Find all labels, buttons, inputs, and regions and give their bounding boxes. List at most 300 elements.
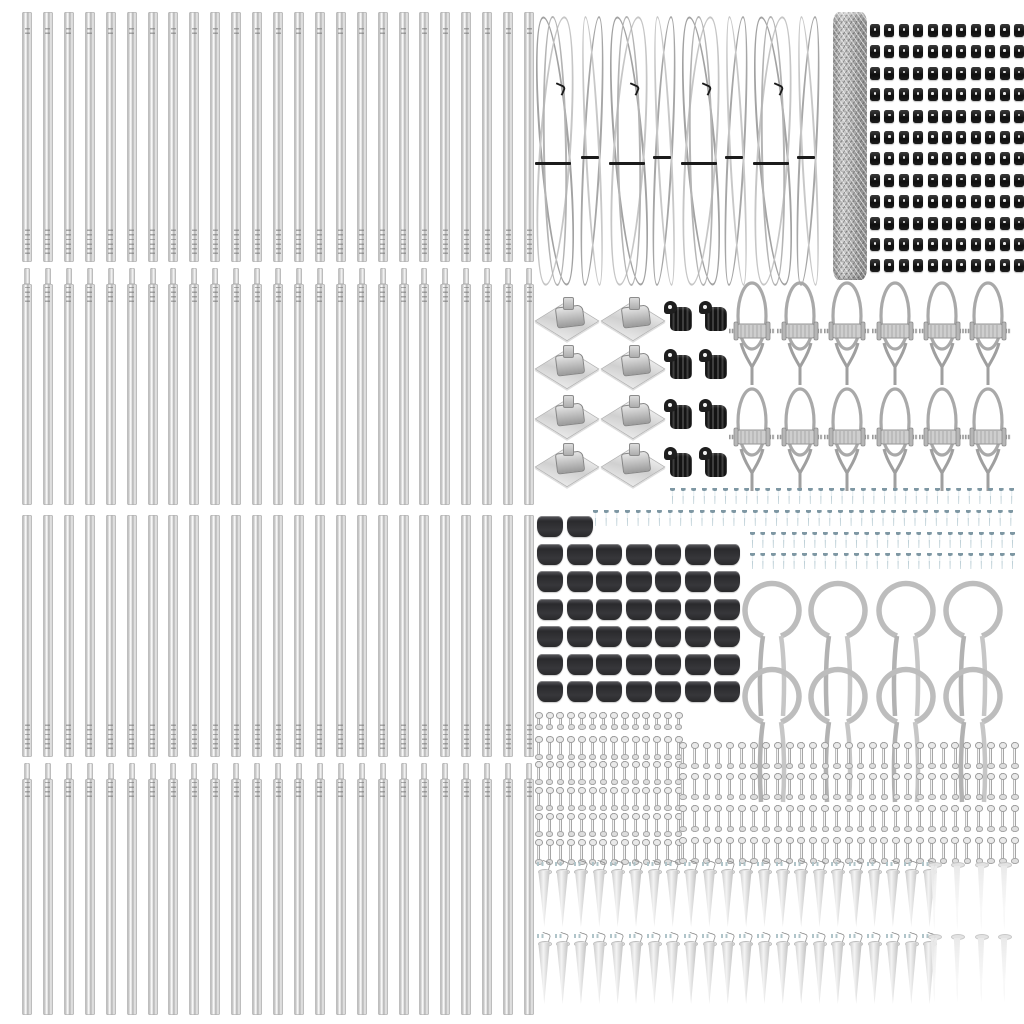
fence-clip: [956, 174, 966, 187]
ground-spike: [721, 933, 735, 1006]
nail: [892, 805, 899, 832]
post-cap: [685, 571, 711, 592]
ground-spike: [794, 861, 808, 929]
post-top-marks: [213, 287, 218, 302]
corner-connector: [664, 301, 692, 331]
post-body: [231, 12, 241, 262]
ground-spike: [794, 933, 808, 1006]
post-cap: [567, 681, 593, 702]
connector-hole: [703, 451, 707, 455]
post-tip: [421, 763, 427, 779]
post-body: [399, 779, 409, 1015]
nail: [610, 787, 617, 811]
fence-clip: [1014, 259, 1024, 272]
fence-clip: [913, 45, 923, 58]
nail: [632, 736, 639, 760]
post-body: [315, 779, 325, 1015]
post-notch-mark: [171, 25, 176, 34]
nail: [679, 805, 686, 832]
screw: [833, 532, 838, 548]
fence-post: [252, 268, 262, 505]
nail: [589, 813, 596, 837]
connector-eyelet: [664, 301, 677, 314]
nail: [589, 761, 596, 785]
fence-post: [461, 515, 471, 757]
screw: [808, 488, 813, 504]
nail: [726, 773, 733, 800]
fence-clip: [985, 238, 995, 251]
ground-spike: [867, 861, 881, 929]
post-body: [106, 779, 116, 1015]
post-notch-mark: [506, 25, 511, 34]
fence-post: [399, 268, 409, 505]
post-top-marks: [150, 782, 155, 797]
nail: [963, 773, 970, 800]
screw: [966, 510, 971, 526]
nail: [869, 742, 876, 769]
post-body: [106, 284, 116, 505]
post-cap: [567, 516, 593, 537]
fence-clip: [1000, 238, 1010, 251]
nail: [857, 805, 864, 832]
fence-post: [273, 268, 283, 505]
fence-clip: [928, 24, 938, 37]
fence-clip: [971, 24, 981, 37]
spike-cone: [776, 871, 789, 927]
post-body: [357, 515, 367, 757]
fence-clip: [884, 238, 894, 251]
post-body: [336, 284, 346, 505]
post-bottom-marks: [192, 227, 197, 254]
wire-coil: [652, 16, 672, 282]
post-bottom-marks: [25, 227, 30, 254]
fence-clip: [870, 259, 880, 272]
ground-spike: [665, 861, 679, 929]
post-top-marks: [171, 782, 176, 797]
connector-hole: [703, 353, 707, 357]
wire-tensioner: [919, 387, 965, 493]
fence-clip: [956, 110, 966, 123]
post-caps-group: [535, 514, 745, 706]
post-bottom-marks: [171, 722, 176, 749]
fence-clip: [1014, 131, 1024, 144]
fence-post: [294, 12, 304, 262]
ground-spike: [849, 933, 863, 1006]
fence-clip: [971, 110, 981, 123]
fence-clip: [985, 174, 995, 187]
post-body: [503, 515, 513, 757]
fence-post: [336, 12, 346, 262]
screw: [1010, 532, 1015, 548]
post-cap: [596, 544, 622, 565]
nail: [567, 787, 574, 811]
screw: [861, 488, 866, 504]
post-body: [440, 515, 450, 757]
screw: [744, 488, 749, 504]
nail: [557, 761, 564, 785]
post-tip: [254, 763, 260, 779]
nail: [975, 742, 982, 769]
post-body: [210, 284, 220, 505]
fence-clip: [956, 131, 966, 144]
screw: [753, 510, 758, 526]
post-notch-mark: [527, 25, 532, 34]
post-bottom-marks: [129, 227, 134, 254]
screw: [955, 510, 960, 526]
nail: [679, 742, 686, 769]
post-bottom-marks: [527, 227, 532, 254]
connector-hole: [668, 403, 672, 407]
nail: [821, 742, 828, 769]
fence-post: [440, 515, 450, 757]
nail: [535, 813, 542, 837]
screw: [906, 532, 911, 548]
fence-post: [64, 12, 74, 262]
fence-post: [148, 12, 158, 262]
spike-cone: [739, 943, 752, 1004]
nail: [643, 712, 650, 730]
post-tip: [421, 268, 427, 284]
post-top-marks: [150, 287, 155, 302]
ground-spike: [610, 933, 624, 1006]
screw: [818, 488, 823, 504]
post-cap: [626, 654, 652, 675]
wire-coil: [754, 16, 788, 282]
nail: [589, 736, 596, 760]
post-tip: [66, 268, 72, 284]
post-body: [210, 779, 220, 1015]
long-nail-body: [999, 866, 1009, 930]
ground-spike: [831, 933, 845, 1006]
post-body: [440, 779, 450, 1015]
nail: [632, 787, 639, 811]
fence-post: [189, 515, 199, 757]
fence-clip: [870, 195, 880, 208]
post-cap: [596, 599, 622, 620]
nail: [833, 742, 840, 769]
fence-clip: [899, 152, 909, 165]
post-tip: [87, 763, 93, 779]
ground-spike: [665, 933, 679, 1006]
spike-cone: [574, 871, 587, 927]
post-bottom-marks: [359, 722, 364, 749]
fence-clip: [884, 110, 894, 123]
post-body: [127, 515, 137, 757]
nail: [1011, 837, 1018, 864]
post-body: [106, 515, 116, 757]
post-tip: [359, 268, 365, 284]
fence-post: [127, 268, 137, 505]
nail: [987, 773, 994, 800]
post-tip: [275, 268, 281, 284]
post-body: [43, 779, 53, 1015]
wire-tensioner: [824, 281, 870, 387]
post-cap: [655, 544, 681, 565]
ground-spike: [886, 861, 900, 929]
base-plate: [602, 298, 664, 346]
spike-cone: [813, 871, 826, 927]
post-cap: [714, 544, 740, 565]
fence-clip: [928, 174, 938, 187]
wire-coil: [610, 16, 644, 282]
post-body: [273, 779, 283, 1015]
screw: [977, 488, 982, 504]
post-tip: [505, 268, 511, 284]
nail: [691, 773, 698, 800]
fence-clip: [942, 152, 952, 165]
nail: [589, 712, 596, 730]
post-cap: [537, 516, 563, 537]
screw: [771, 532, 776, 548]
fence-post: [482, 763, 492, 1015]
post-body: [148, 284, 158, 505]
nail: [975, 805, 982, 832]
long-nail-body: [976, 866, 986, 930]
post-cap: [537, 681, 563, 702]
screw: [849, 510, 854, 526]
post-body: [64, 12, 74, 262]
ground-spike: [647, 861, 661, 929]
post-tip: [66, 763, 72, 779]
spike-cone: [684, 943, 697, 1004]
corner-connector: [664, 447, 692, 477]
fence-post: [106, 268, 116, 505]
post-notch-mark: [401, 25, 406, 34]
fence-post: [210, 268, 220, 505]
post-top-marks: [66, 782, 71, 797]
post-body: [524, 12, 534, 262]
screw: [882, 488, 887, 504]
fence-clip: [913, 195, 923, 208]
fence-post: [43, 763, 53, 1015]
fence-post: [85, 515, 95, 757]
spike-cone: [868, 943, 881, 1004]
spike-cone: [538, 871, 551, 927]
screw: [844, 532, 849, 548]
nail: [567, 761, 574, 785]
post-top-marks: [401, 287, 406, 302]
fence-clip: [1000, 131, 1010, 144]
wire-tensioner: [729, 281, 775, 387]
wire-tensioner: [729, 387, 775, 493]
fence-clip: [1014, 238, 1024, 251]
fence-clip: [899, 24, 909, 37]
nail: [833, 805, 840, 832]
fence-clip: [913, 131, 923, 144]
fence-clip: [956, 238, 966, 251]
post-body: [43, 284, 53, 505]
fence-clip: [913, 259, 923, 272]
nail: [600, 761, 607, 785]
nail: [546, 736, 553, 760]
fence-post: [231, 515, 241, 757]
fence-post: [482, 12, 492, 262]
post-bottom-marks: [213, 227, 218, 254]
nail: [928, 805, 935, 832]
screw: [979, 532, 984, 548]
screw: [891, 510, 896, 526]
post-bottom-marks: [380, 722, 385, 749]
nail: [750, 742, 757, 769]
fence-clip: [870, 152, 880, 165]
fence-clip: [1014, 45, 1024, 58]
post-tip: [505, 763, 511, 779]
nail: [786, 742, 793, 769]
post-top-marks: [317, 782, 322, 797]
fence-clip: [971, 259, 981, 272]
nail: [750, 773, 757, 800]
fence-clip: [928, 238, 938, 251]
ground-spike: [776, 861, 790, 929]
fence-post: [357, 12, 367, 262]
nail: [610, 736, 617, 760]
post-body: [482, 12, 492, 262]
post-body: [419, 284, 429, 505]
nail: [535, 736, 542, 760]
post-body: [419, 515, 429, 757]
fence-clip: [971, 67, 981, 80]
spike-cone: [794, 943, 807, 1004]
spike-cone: [703, 943, 716, 1004]
screw: [881, 510, 886, 526]
fence-post: [419, 515, 429, 757]
post-body: [440, 284, 450, 505]
post-top-marks: [422, 287, 427, 302]
post-body: [315, 12, 325, 262]
screw: [760, 532, 765, 548]
corner-connector: [699, 447, 727, 477]
plate-bolt: [563, 443, 574, 456]
nail: [675, 712, 682, 730]
post-tip: [170, 763, 176, 779]
post-bottom-marks: [108, 722, 113, 749]
nail: [774, 742, 781, 769]
nail: [664, 712, 671, 730]
fence-post: [273, 763, 283, 1015]
post-bottom-marks: [422, 722, 427, 749]
post-body: [357, 779, 367, 1015]
fence-clip: [870, 217, 880, 230]
long-nail-body: [999, 938, 1009, 1002]
post-cap: [567, 544, 593, 565]
post-top-marks: [338, 782, 343, 797]
post-notch-mark: [25, 25, 30, 34]
post-band-4: [0, 763, 540, 1015]
fence-clip: [899, 259, 909, 272]
post-body: [168, 779, 178, 1015]
spike-cone: [739, 871, 752, 927]
post-top-marks: [296, 782, 301, 797]
post-bottom-marks: [506, 722, 511, 749]
fence-clip: [942, 88, 952, 101]
post-body: [336, 779, 346, 1015]
fence-clip: [971, 238, 981, 251]
post-body: [440, 12, 450, 262]
screw: [956, 488, 961, 504]
fence-post: [106, 12, 116, 262]
post-body: [148, 515, 158, 757]
wire-tensioners-group: [725, 278, 1024, 500]
post-body: [127, 779, 137, 1015]
post-body: [399, 515, 409, 757]
screw: [875, 532, 880, 548]
spike-cone: [556, 871, 569, 927]
nail: [546, 761, 553, 785]
post-bottom-marks: [87, 227, 92, 254]
spike-cone: [611, 943, 624, 1004]
coil-tie: [753, 162, 789, 165]
screw: [854, 532, 859, 548]
post-notch-mark: [485, 25, 490, 34]
nail: [975, 837, 982, 864]
fence-clip: [884, 88, 894, 101]
fence-post: [189, 12, 199, 262]
screw: [712, 488, 717, 504]
nail: [726, 742, 733, 769]
post-cap: [685, 599, 711, 620]
ground-spike: [629, 933, 643, 1006]
post-body: [231, 284, 241, 505]
fence-post: [399, 515, 409, 757]
fence-post: [503, 12, 513, 262]
fence-post: [378, 515, 388, 757]
nail: [880, 742, 887, 769]
post-body: [43, 515, 53, 757]
post-cap: [655, 571, 681, 592]
ground-spike: [555, 933, 569, 1006]
fence-clip: [899, 88, 909, 101]
post-body: [22, 284, 32, 505]
connector-hole: [668, 451, 672, 455]
ground-spike: [831, 861, 845, 929]
screw: [896, 532, 901, 548]
post-bottom-marks: [296, 227, 301, 254]
ground-spike: [555, 861, 569, 929]
post-top-marks: [443, 782, 448, 797]
post-top-marks: [192, 287, 197, 302]
fence-clip: [985, 217, 995, 230]
fence-clip: [870, 24, 880, 37]
post-cap: [655, 654, 681, 675]
screw: [763, 510, 768, 526]
nail: [632, 813, 639, 837]
nail: [809, 805, 816, 832]
post-band-3: [0, 515, 540, 757]
fence-clip: [942, 67, 952, 80]
fence-clip: [899, 195, 909, 208]
screw: [946, 488, 951, 504]
corner-connector: [664, 349, 692, 379]
connector-hole: [703, 305, 707, 309]
fence-clip: [899, 45, 909, 58]
long-nail: [997, 862, 1011, 932]
post-bottom-marks: [422, 227, 427, 254]
plate-bolt: [563, 395, 574, 408]
spike-cone: [794, 871, 807, 927]
post-body: [336, 12, 346, 262]
post-bottom-marks: [129, 722, 134, 749]
nail: [715, 773, 722, 800]
post-cap: [537, 571, 563, 592]
nail: [928, 742, 935, 769]
post-top-marks: [255, 782, 260, 797]
post-top-marks: [422, 782, 427, 797]
fence-post: [503, 268, 513, 505]
post-cap: [596, 571, 622, 592]
fence-clip: [1000, 67, 1010, 80]
nail: [904, 773, 911, 800]
post-cap: [626, 599, 652, 620]
